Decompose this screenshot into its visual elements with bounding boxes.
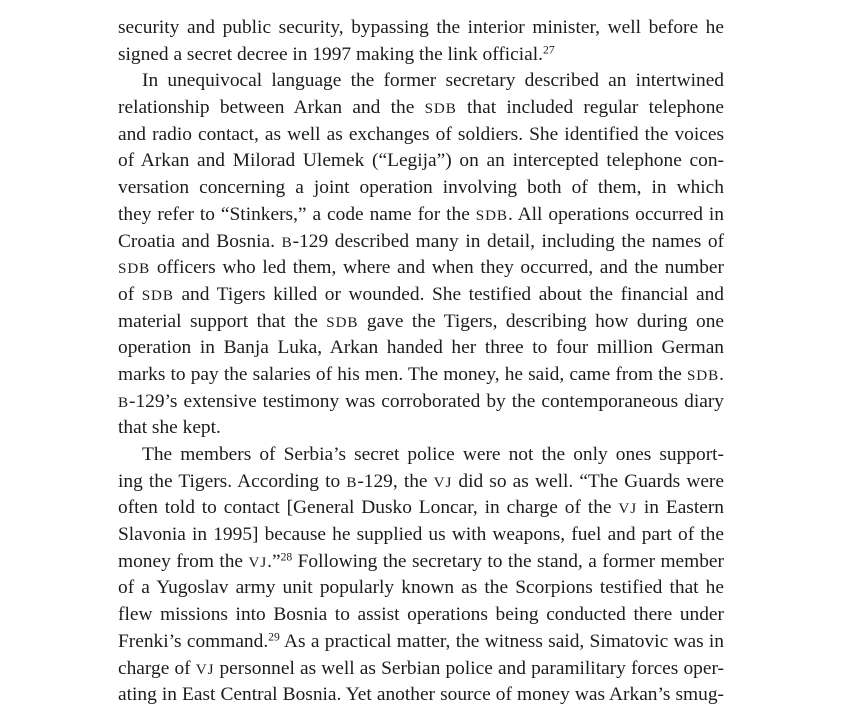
small-caps-abbreviation: VJ: [195, 661, 215, 678]
text-run: Croatia and Bosnia.: [118, 230, 282, 252]
footnote-marker: 28: [280, 550, 293, 564]
text-line: [118, 682, 724, 709]
small-caps-abbreviation: B: [118, 394, 129, 411]
text-line: [118, 229, 724, 256]
text-run: of: [118, 283, 142, 305]
text-run: Slavonia in 1995] because he supplied us with weapons, fuel and part of the: [118, 524, 724, 546]
text-run: relationship between Arkan and the: [118, 97, 425, 119]
text-run: marks to pay the salaries of his men. The money, he said, came from the: [118, 363, 687, 385]
text-line: [118, 255, 724, 282]
text-run: flew missions into Bosnia to assist operations being conducted there under: [118, 604, 724, 626]
text-run: that she kept.: [118, 417, 221, 439]
text-run: -129 described many in detail, including the names of: [292, 230, 724, 252]
text-run: of Arkan and Milorad Ulemek (“Legija”) on an intercepted telephone con-: [118, 150, 724, 172]
text-line: [118, 442, 724, 469]
text-run: did so as well. “The Guards were: [452, 470, 724, 492]
text-line: [118, 629, 724, 656]
text-run: Following the secretary to the stand, a former member: [292, 550, 724, 572]
text-line: [118, 495, 724, 522]
text-run: ating in East Central Bosnia. Yet another source of money was Arkan’s smug-: [118, 684, 724, 706]
text-run: .”: [267, 550, 281, 572]
text-run: and Tigers killed or wounded. She testified about the financial and: [173, 283, 724, 305]
footnote-marker: 29: [268, 630, 280, 644]
small-caps-abbreviation: VJ: [433, 474, 453, 491]
paragraph: [118, 15, 724, 68]
text-run: Frenki’s command.: [118, 630, 269, 652]
text-run: money from the: [118, 550, 249, 572]
text-run: The members of Serbia’s secret police were not the only ones support-: [142, 444, 724, 465]
text-run: versation concerning a joint operation involving both of them, in which: [118, 177, 724, 199]
small-caps-abbreviation: B: [346, 474, 358, 491]
text-run: personnel as well as Serbian police and paramilitary forces oper-: [214, 657, 724, 679]
text-line: [118, 362, 724, 389]
text-line: [118, 202, 724, 229]
text-run: of a Yugoslav army unit popularly known as the Scorpions testified that he: [118, 577, 724, 599]
text-line: [118, 549, 724, 576]
text-run: charge of: [118, 657, 196, 679]
text-line: [118, 15, 724, 42]
text-run: in Eastern: [637, 497, 724, 519]
small-caps-abbreviation: VJ: [248, 554, 268, 571]
text-line: [118, 42, 724, 69]
text-run: -129’s extensive testimony was corroborated by the contemporaneous diary: [129, 390, 724, 412]
text-run: officers who led them, where and when they occurred, and the number: [150, 257, 724, 279]
text-line: [118, 575, 724, 602]
small-caps-abbreviation: SDB: [424, 101, 457, 118]
text-line: [118, 335, 724, 362]
text-line: [118, 95, 724, 122]
text-line: [118, 282, 724, 309]
text-line: [118, 656, 724, 683]
text-run: security and public security, bypassing the interior minister, well before he: [118, 17, 724, 38]
text-run: In unequivocal language the former secretary described an intertwined: [142, 70, 724, 92]
text-line: [118, 389, 724, 416]
small-caps-abbreviation: SDB: [475, 207, 508, 224]
text-run: As a practical matter, the witness said, Simatovic was in: [279, 630, 724, 652]
document-page: [118, 15, 724, 709]
small-caps-abbreviation: SDB: [326, 314, 359, 331]
text-line: [118, 469, 724, 496]
text-run: they refer to “Stinkers,” a code name for the: [118, 203, 476, 225]
text-line: [118, 68, 724, 95]
paragraph: [118, 68, 724, 442]
paragraph: [118, 442, 724, 709]
text-run: -129, the: [357, 470, 434, 492]
text-run: signed a secret decree in 1997 making the link official.: [118, 43, 544, 65]
text-line: [118, 122, 724, 149]
footnote-marker: 27: [543, 43, 555, 57]
small-caps-abbreviation: SDB: [141, 287, 174, 304]
text-line: [118, 522, 724, 549]
small-caps-abbreviation: B: [281, 234, 293, 251]
text-run: and radio contact, as well as exchanges of soldiers. She identified the voices: [118, 123, 724, 145]
small-caps-abbreviation: SDB: [118, 261, 151, 278]
text-run: .: [719, 363, 724, 385]
small-caps-abbreviation: SDB: [686, 367, 720, 384]
text-line: [118, 309, 724, 336]
text-line: [118, 415, 724, 442]
text-run: material support that the: [118, 310, 327, 332]
text-run: often told to contact [General Dusko Loncar, in charge of the: [118, 497, 619, 519]
small-caps-abbreviation: VJ: [618, 501, 638, 518]
text-run: that included regular telephone: [456, 97, 724, 119]
text-run: ing the Tigers. According to: [118, 470, 347, 492]
text-run: operation in Banja Luka, Arkan handed her three to four million German: [118, 337, 724, 359]
text-run: . All operations occurred in: [507, 203, 724, 225]
text-line: [118, 175, 724, 202]
text-line: [118, 602, 724, 629]
text-line: [118, 148, 724, 175]
text-run: gave the Tigers, describing how during one: [358, 310, 724, 332]
